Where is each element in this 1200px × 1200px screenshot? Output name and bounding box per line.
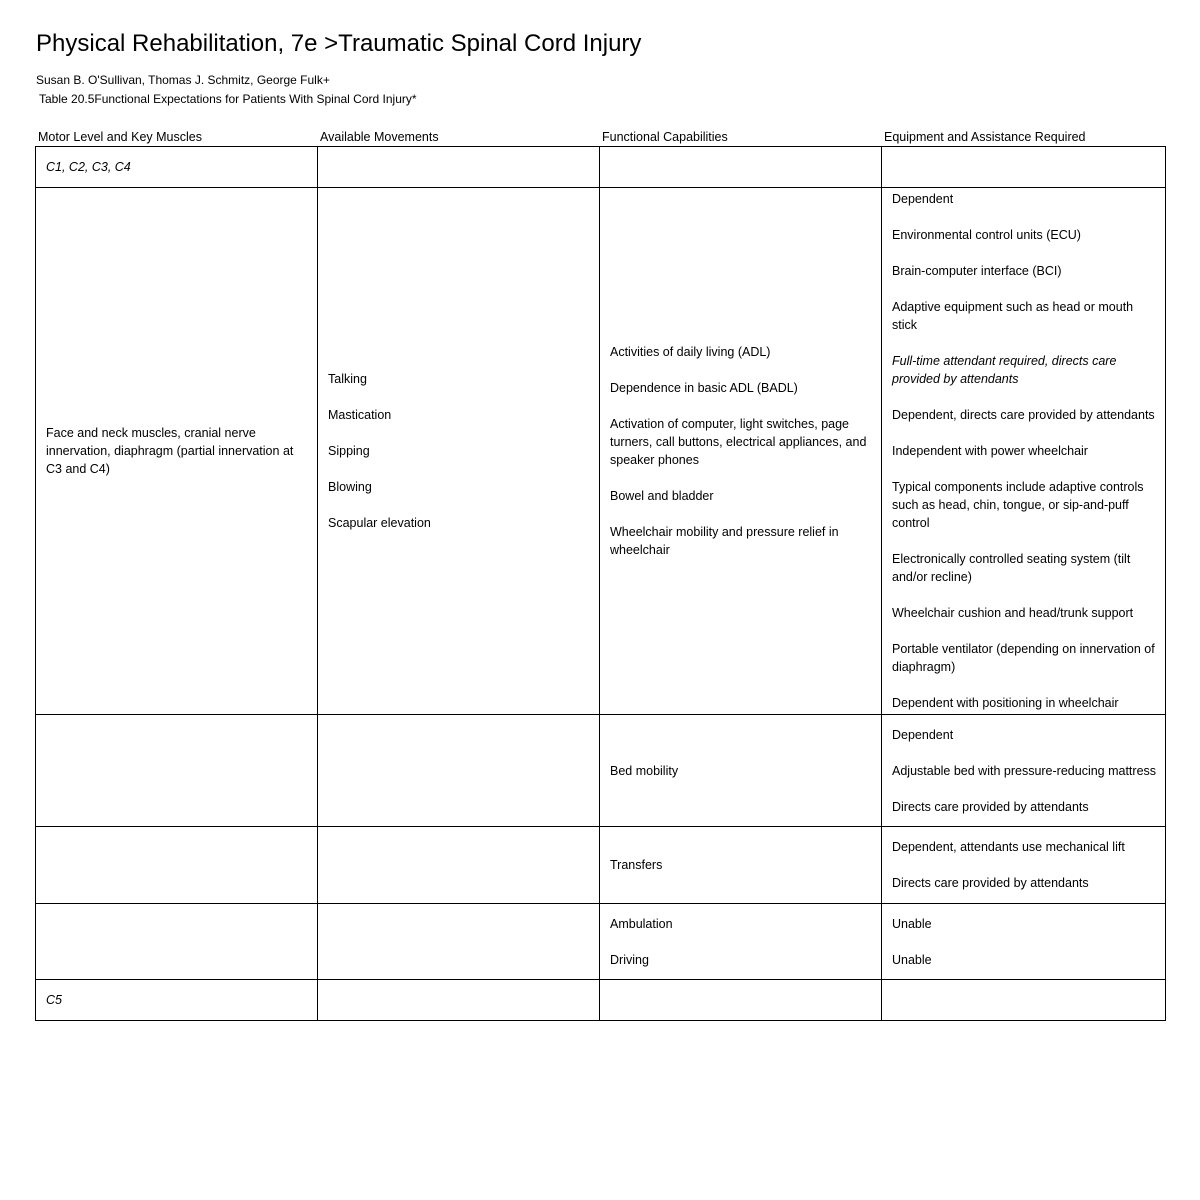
table-row <box>36 188 1166 715</box>
list-item: Blowing <box>328 480 372 494</box>
list-item: Dependence in basic ADL (BADL) <box>610 381 798 395</box>
capabilities-cell <box>600 188 882 715</box>
table-row <box>36 904 1166 980</box>
key-muscles-cell <box>36 188 318 715</box>
column-header-capabilities: Functional Capabilities <box>602 130 728 144</box>
list-item: Bed mobility <box>610 763 679 778</box>
list-item: Activities of daily living (ADL) <box>610 345 771 359</box>
list-item: Mastication <box>328 408 392 422</box>
list-item: Unable <box>892 916 932 931</box>
list-item: Bowel and bladder <box>610 489 714 503</box>
movements-cell <box>318 188 600 715</box>
empty-cell <box>882 147 1166 188</box>
list-item: Wheelchair mobility and pressure relief in wheelchair <box>610 525 839 557</box>
list-item: Activation of computer, light switches, page turners, call buttons, electrical appliances, and speaker phones <box>610 417 867 467</box>
list-item: Electronically controlled seating system (tilt and/or recline) <box>892 552 1131 584</box>
column-header-motor-level: Motor Level and Key Muscles <box>38 130 202 144</box>
capabilities-cell <box>600 827 882 904</box>
key-muscles-text: Face and neck muscles, cranial nerve innervation, diaphragm (partial innervation at C3 and C4) <box>46 426 294 476</box>
column-header-movements: Available Movements <box>320 130 439 144</box>
empty-cell <box>36 715 318 827</box>
table-caption: Table 20.5Functional Expectations for Patients With Spinal Cord Injury* <box>39 92 417 106</box>
empty-cell <box>36 904 318 980</box>
equipment-cell <box>882 827 1166 904</box>
functional-expectations-table <box>35 146 1166 1021</box>
empty-cell <box>318 147 600 188</box>
list-item: Directs care provided by attendants <box>892 799 1089 814</box>
list-item: Dependent, directs care provided by attendants <box>892 408 1155 422</box>
list-item: Portable ventilator (depending on innervation of diaphragm) <box>892 642 1155 674</box>
list-item: Adjustable bed with pressure-reducing mattress <box>892 763 1157 778</box>
list-item: Talking <box>328 372 367 386</box>
table-row <box>36 715 1166 827</box>
list-item: Unable <box>892 952 932 967</box>
capabilities-cell <box>600 715 882 827</box>
capabilities-cell <box>600 904 882 980</box>
list-item: Brain-computer interface (BCI) <box>892 264 1062 278</box>
empty-cell <box>318 904 600 980</box>
equipment-cell <box>882 715 1166 827</box>
table-row <box>36 827 1166 904</box>
table-row <box>36 147 1166 188</box>
empty-cell <box>600 980 882 1021</box>
list-item: Scapular elevation <box>328 516 431 530</box>
list-item: Full-time attendant required, directs care provided by attendants <box>892 354 1117 386</box>
authors: Susan B. O'Sullivan, Thomas J. Schmitz, George Fulk+ <box>36 73 330 87</box>
empty-cell <box>318 980 600 1021</box>
motor-level-cell <box>36 980 318 1021</box>
list-item: Adaptive equipment such as head or mouth stick <box>892 300 1134 332</box>
motor-level-label: C5 <box>46 993 62 1007</box>
page-title: Physical Rehabilitation, 7e >Traumatic Spinal Cord Injury <box>36 30 642 57</box>
table-row <box>36 980 1166 1021</box>
empty-cell <box>882 980 1166 1021</box>
list-item: Dependent <box>892 192 954 206</box>
list-item: Dependent <box>892 727 954 742</box>
empty-cell <box>36 827 318 904</box>
list-item: Typical components include adaptive controls such as head, chin, tongue, or sip-and-puff control <box>892 480 1144 530</box>
motor-level-label: C1, C2, C3, C4 <box>46 160 131 174</box>
list-item: Transfers <box>610 858 663 872</box>
list-item: Driving <box>610 952 649 967</box>
column-header-equipment: Equipment and Assistance Required <box>884 130 1086 144</box>
list-item: Wheelchair cushion and head/trunk support <box>892 606 1134 620</box>
list-item: Environmental control units (ECU) <box>892 228 1081 242</box>
list-item: Directs care provided by attendants <box>892 876 1089 890</box>
equipment-cell <box>882 188 1166 715</box>
list-item: Independent with power wheelchair <box>892 444 1088 458</box>
list-item: Dependent, attendants use mechanical lift <box>892 840 1125 854</box>
list-item: Ambulation <box>610 916 673 931</box>
empty-cell <box>318 715 600 827</box>
list-item: Dependent with positioning in wheelchair <box>892 696 1119 710</box>
list-item: Sipping <box>328 444 370 458</box>
empty-cell <box>600 147 882 188</box>
motor-level-cell <box>36 147 318 188</box>
equipment-cell <box>882 904 1166 980</box>
empty-cell <box>318 827 600 904</box>
